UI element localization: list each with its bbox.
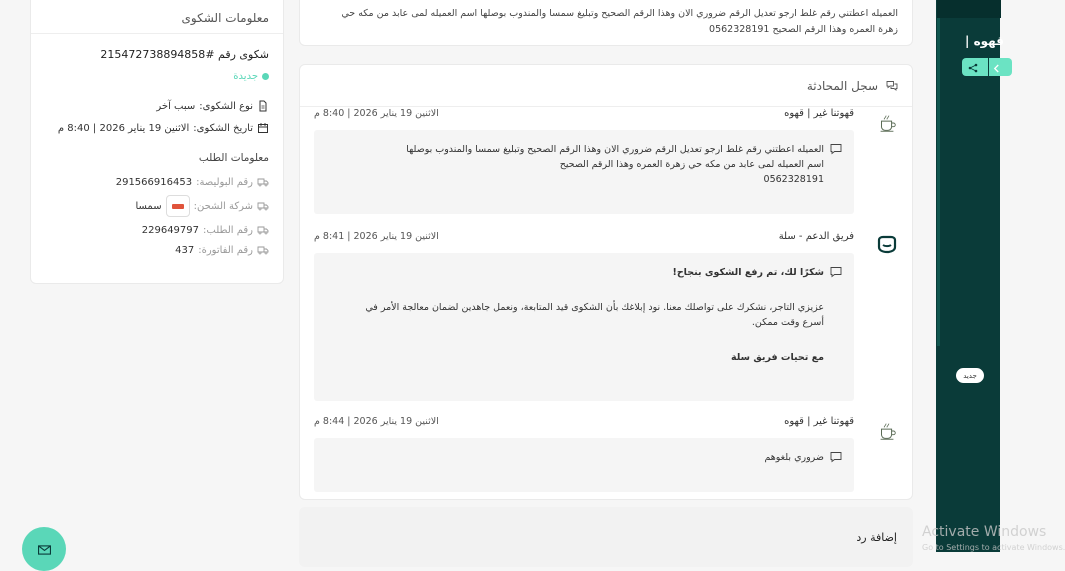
- status-label: جديدة: [233, 71, 258, 82]
- complaint-info-title: معلومات الشكوى: [181, 11, 269, 25]
- calendar-icon: [257, 122, 269, 134]
- message-text: اسم العميله لمى عابد من مكه حي زهرة العمره وهذا الرقم الصحيح: [559, 159, 824, 170]
- store-sidebar: [936, 0, 1004, 552]
- description-line-1: العميله اعطتني رقم غلط ارجو تعديل الرقم ضروري الان وهذا الرقم الصحيح وتبليغ سمسا والمندوب بوصلها اسم العميله لمى عابد من مكه حي: [341, 8, 898, 19]
- truck-icon: [257, 224, 269, 236]
- chevron-left-icon: [993, 58, 1000, 77]
- salla-logo-avatar: [874, 231, 900, 257]
- message-bubble: [314, 253, 854, 401]
- message-text: ضروري بلغوهم: [764, 452, 824, 463]
- mail-fab-button[interactable]: [22, 527, 66, 571]
- merchant-avatar: [874, 110, 900, 136]
- complaint-date-value: الاثنين 19 يناير 2026 | 8:40 م: [57, 122, 190, 134]
- conversation-log: [299, 64, 913, 500]
- message-time: الاثنين 19 يناير 2026 | 8:41 م: [314, 231, 439, 242]
- windows-activation-hint: Go to Settings to activate Windows.: [922, 543, 1065, 552]
- mail-icon: [38, 540, 51, 559]
- policy-label: رقم البوليصة:: [196, 176, 253, 188]
- add-reply-section[interactable]: [299, 507, 913, 567]
- merchant-avatar: [874, 418, 900, 444]
- conversation-header: [300, 65, 912, 107]
- add-reply-label: إضافة رد: [856, 531, 897, 544]
- complaint-type-label: نوع الشكوى:: [199, 100, 253, 112]
- complaint-date-label: تاريخ الشكوى:: [193, 122, 253, 134]
- message-time: الاثنين 19 يناير 2026 | 8:40 م: [314, 108, 439, 119]
- order-number-label: رقم الطلب:: [203, 224, 253, 236]
- chat-bubbles-icon: [886, 80, 898, 92]
- truck-icon: [257, 200, 269, 212]
- complaint-description: [299, 0, 913, 46]
- message-bubble: [314, 130, 854, 214]
- message-author: فريق الدعم - سلة: [778, 231, 854, 242]
- message-text: العميله اعطتني رقم غلط ارجو تعديل الرقم ضروري الان وهذا الرقم الصحيح وتبليغ سمسا والمندوب بوصلها: [406, 144, 824, 155]
- complaint-number: شكوى رقم #215472738894858: [100, 48, 269, 61]
- status-dot: [262, 73, 269, 80]
- carrier-value: سمسا: [135, 200, 162, 212]
- message-author: قهوتنا غير | قهوه: [784, 416, 854, 427]
- complaint-date-row: [41, 120, 269, 136]
- message-bubble: [314, 438, 854, 492]
- invoice-label: رقم الفاتورة:: [198, 244, 253, 256]
- complaint-info-card: [30, 0, 284, 284]
- share-icon: [968, 58, 978, 77]
- message-author: قهوتنا غير | قهوه: [784, 108, 854, 119]
- message-signature: مع تحيات فريق سلة: [731, 352, 824, 363]
- description-line-2: زهرة العمره وهذا الرقم الصحيح 0562328191: [709, 24, 898, 35]
- carrier-logo: [166, 195, 190, 217]
- share-button[interactable]: [962, 58, 1012, 76]
- message-icon: [830, 143, 842, 155]
- policy-row: [41, 174, 269, 190]
- invoice-row: [41, 242, 269, 258]
- complaint-type-value: سبب آخر: [156, 100, 196, 112]
- policy-value: 291566916453: [115, 176, 193, 188]
- message-icon: [830, 266, 842, 278]
- document-icon: [257, 100, 269, 112]
- order-number-value: 229649797: [141, 224, 200, 236]
- carrier-label: شركة الشحن:: [193, 200, 253, 212]
- order-info-title: معلومات الطلب: [198, 152, 269, 164]
- windows-activation-watermark: Activate Windows: [922, 524, 1047, 540]
- order-number-row: [41, 222, 269, 238]
- complaint-info-header: [31, 0, 283, 34]
- invoice-value: 437: [175, 244, 195, 256]
- truck-icon: [257, 244, 269, 256]
- truck-icon: [257, 176, 269, 188]
- message-time: الاثنين 19 يناير 2026 | 8:44 م: [314, 416, 439, 427]
- carrier-row: [41, 198, 269, 214]
- store-name: | قهوه: [965, 34, 1004, 48]
- message-text: 0562328191: [763, 174, 824, 185]
- status-badge: [41, 71, 269, 82]
- message-heading: شكرًا لك، تم رفع الشكوى بنجاح!: [672, 267, 824, 278]
- complaint-type-row: [41, 98, 269, 114]
- message-text: عزيزي التاجر، نشكرك على تواصلك معنا. نود إبلاغك بأن الشكوى قيد المتابعة، ونعمل جاهدين لضمان معالجة الأمر في أسرع وقت ممكن.: [365, 302, 824, 328]
- new-badge: جديد: [956, 368, 984, 383]
- conversation-title: سجل المحادثة: [806, 78, 878, 93]
- message-icon: [830, 451, 842, 463]
